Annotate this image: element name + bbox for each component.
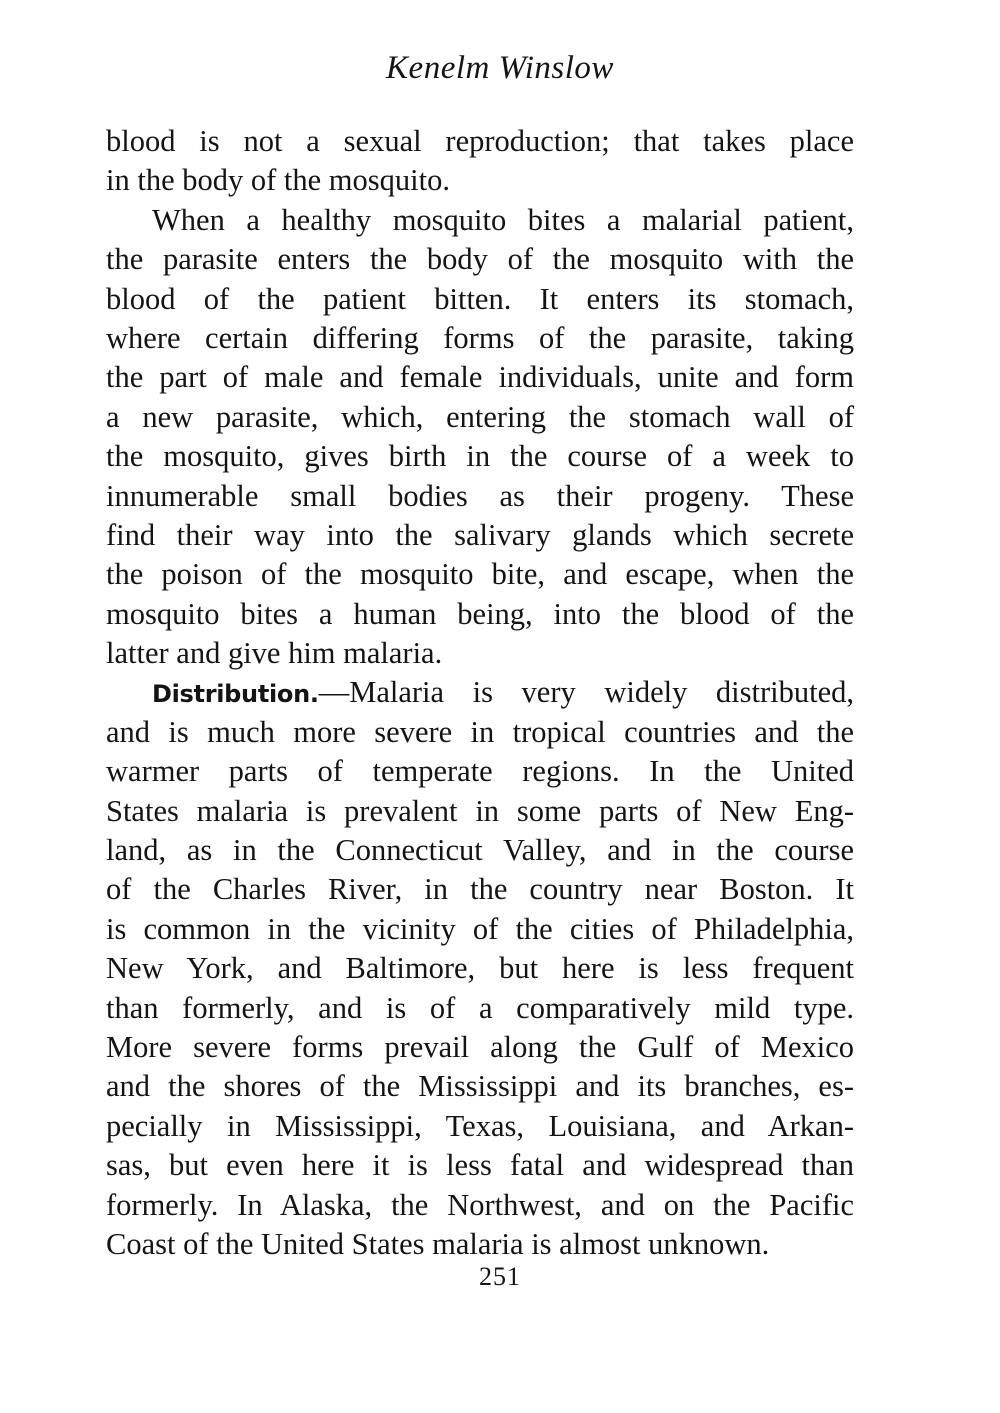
page-number: 251 [479, 1262, 521, 1291]
text-line: a new parasite, which, entering the stomach wall of [106, 399, 854, 434]
text-line: find their way into the salivary glands which secrete [106, 517, 854, 552]
text-line: the mosquito, gives birth in the course of a week to [106, 439, 854, 474]
text-line: More severe forms prevail along the Gulf of Mexico [106, 1029, 854, 1064]
paragraph-distribution [106, 673, 854, 1264]
text-line: and is much more severe in tropical countries and the [106, 714, 854, 749]
text-line: When a healthy mosquito bites a malarial patient, [152, 202, 854, 237]
text-line: blood is not a sexual reproduction; that takes place [106, 124, 854, 158]
text-line: warmer parts of temperate regions. In the United [106, 754, 854, 789]
text-line: pecially in Mississippi, Texas, Louisiana, and Arkan- [106, 1108, 854, 1143]
text-line [106, 673, 854, 712]
text-line: innumerable small bodies as their progeny. These [106, 478, 854, 513]
paragraph-1 [106, 122, 854, 201]
text-line: sas, but even here it is less fatal and widespread than [106, 1148, 854, 1183]
text-line: the part of male and female individuals, unite and form [106, 360, 854, 395]
text-line: Coast of the United States malaria is almost unknown. [106, 1226, 770, 1261]
text-line: and the shores of the Mississippi and its branches, es- [106, 1069, 854, 1104]
text-line: latter and give him malaria. [106, 636, 443, 671]
paragraph-2 [106, 201, 854, 674]
text-line: the parasite enters the body of the mosquito with the [106, 242, 854, 277]
running-head: Kenelm Winslow [386, 50, 614, 86]
text-line: mosquito bites a human being, into the blood of the [106, 596, 854, 631]
text-line: is common in the vicinity of the cities of Philadelphia, [106, 911, 854, 946]
section-heading: Distribution. [152, 680, 319, 709]
heading-line-rest: —Malaria is very widely distributed, [318, 675, 854, 710]
text-line: the poison of the mosquito bite, and escape, when the [106, 557, 854, 592]
text-line: States malaria is prevalent in some parts of New Eng- [106, 793, 854, 828]
text-line: land, as in the Connecticut Valley, and in the course [106, 833, 854, 868]
text-line: blood of the patient bitten. It enters its stomach, [106, 281, 854, 316]
text-line: of the Charles River, in the country near Boston. It [106, 872, 854, 907]
body-text [106, 122, 854, 1264]
text-line: New York, and Baltimore, but here is less frequent [106, 951, 854, 986]
text-line: formerly. In Alaska, the Northwest, and on the Pacific [106, 1187, 854, 1222]
text-line: in the body of the mosquito. [106, 163, 450, 198]
text-line: than formerly, and is of a comparatively mild type. [106, 990, 854, 1025]
text-line: where certain differing forms of the parasite, taking [106, 320, 854, 355]
